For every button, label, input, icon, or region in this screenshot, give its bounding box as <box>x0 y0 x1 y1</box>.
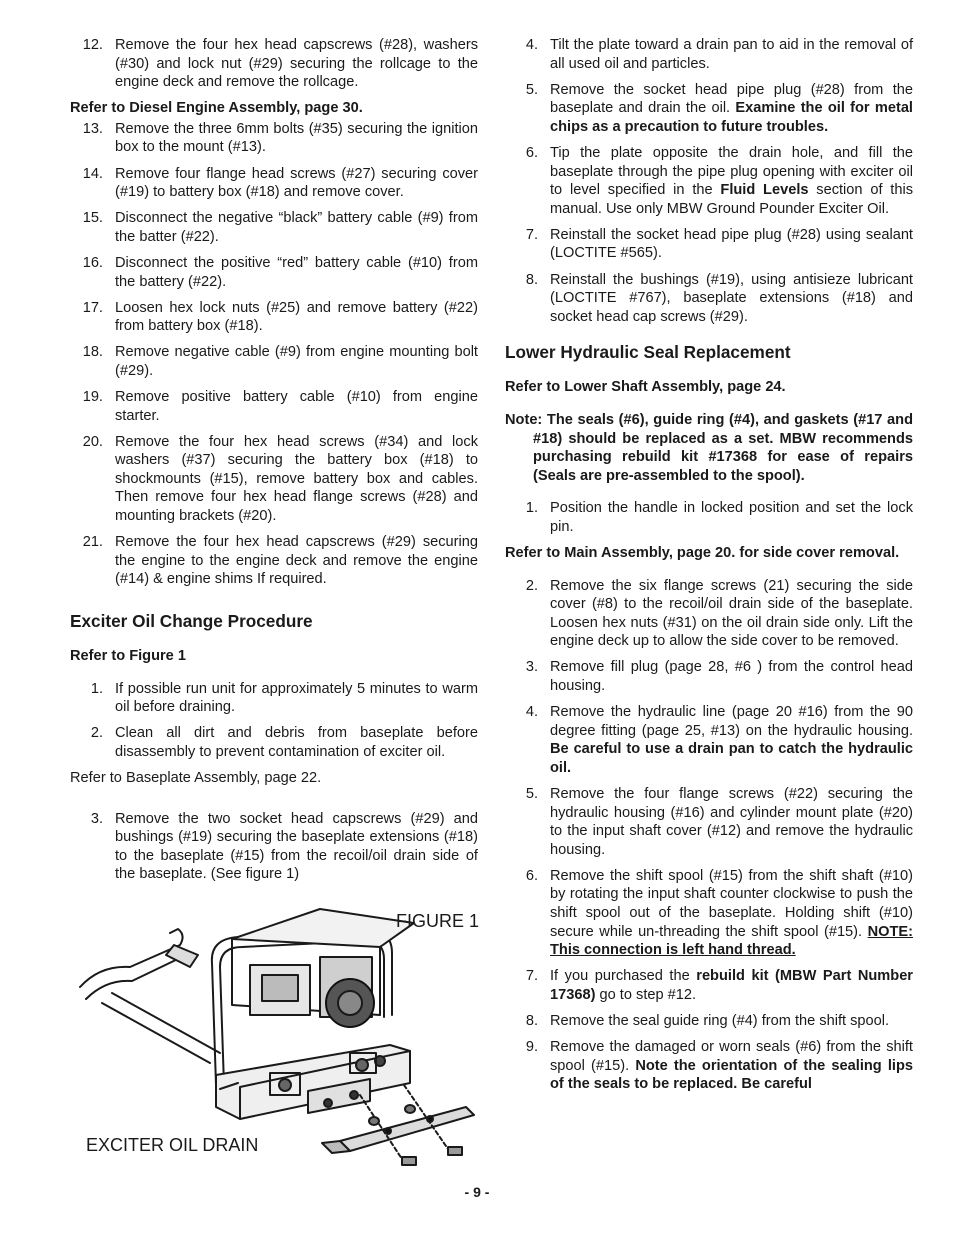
step-text <box>115 209 478 246</box>
step-number: 5. <box>525 786 538 802</box>
step-number: 8. <box>525 271 538 288</box>
step-text <box>550 1038 913 1094</box>
step-number: 18. <box>82 344 103 361</box>
page-number: - 9 - <box>464 1184 490 1200</box>
step-text-run: Clean all dirt and debris from baseplate before disassembly to prevent contamination of exciter oil. <box>115 725 478 760</box>
step-item <box>70 254 478 291</box>
step-number: 21. <box>82 534 103 551</box>
step-item <box>70 680 478 717</box>
step-number: 15. <box>82 210 103 227</box>
step-number: 4. <box>525 704 538 721</box>
step-number: 8. <box>525 1013 538 1030</box>
step-number: 12. <box>82 37 103 53</box>
step-text-run: go to step #12. <box>595 986 697 1003</box>
step-text <box>550 36 913 73</box>
steps-group-exciter-remove <box>70 810 478 884</box>
step-text-run: Remove the four hex head screws (#34) and lock washers (#37) securing the battery box (#18) to shockmounts (#15), remove battery box and cables. Then remove four hex head flange screws (#28) and mounting brackets (#20). <box>115 433 478 525</box>
steps-group-oil-drain <box>505 36 913 326</box>
steps-group-exciter-prep <box>70 680 478 762</box>
step-text <box>115 120 478 157</box>
step-number: 17. <box>82 299 103 316</box>
step-text <box>550 867 913 960</box>
step-number: 6. <box>525 144 538 161</box>
step-item <box>70 388 478 425</box>
step-item <box>505 703 913 777</box>
step-item <box>505 967 913 1004</box>
step-item <box>70 343 478 380</box>
step-text-run: Disconnect the positive “red” battery cable (#10) from the battery (#22). <box>115 254 478 290</box>
heading-lower-hydraulic-seal: Lower Hydraulic Seal Replacement <box>505 342 791 363</box>
step-item <box>70 165 478 202</box>
step-item <box>70 36 478 92</box>
step-item <box>70 533 478 589</box>
reference-baseplate-assembly: Refer to Baseplate Assembly, page 22. <box>70 769 322 786</box>
step-number: 5. <box>525 81 538 98</box>
step-text-run: Remove the shift spool (#15) from the shift shaft (#10) by rotating the input shaft counter clockwise to push the shift spool out of the baseplate. Holding shift (#10) secure while un-threading the shift spool (#15). <box>550 867 913 940</box>
step-text <box>115 388 478 425</box>
step-number: 7. <box>525 968 538 985</box>
step-text <box>550 703 913 777</box>
step-text <box>550 577 913 651</box>
step-number: 4. <box>525 37 538 53</box>
note-seal-kit: Note: The seals (#6), guide ring (#4), and gaskets (#17 and #18) should be replaced as a set. MBW recommends purchasing rebuild kit #17368 for ease of repairs (Seals are pre-assembled to the spool). <box>505 411 913 484</box>
step-text <box>115 810 478 884</box>
step-text-run: Reinstall the bushings (#19), using antisieze lubricant (LOCTITE #767), baseplate extensions (#18) and socket head cap screws (#29). <box>550 271 913 325</box>
step-item <box>70 299 478 336</box>
step-text-run: Remove the damaged or worn seals (#6) from the shift spool (#15). <box>550 1039 913 1074</box>
step-number: 2. <box>525 577 538 594</box>
step-text-run: If you purchased the <box>550 968 697 985</box>
step-text <box>550 271 913 327</box>
ground-pounder-illustration <box>70 895 482 1175</box>
steps-group-rollcage <box>70 36 478 92</box>
step-text-run: section of this manual. Use only MBW Ground Pounder Exciter Oil. <box>550 182 914 217</box>
step-text <box>115 433 478 526</box>
step-text-run: Remove the four flange screws (#22) securing the hydraulic housing (#16) and cylinder mount plate (#20) to the input shaft cover (#12) and remove the hydraulic housing. <box>550 786 913 858</box>
figure-title: FIGURE 1 <box>396 911 480 931</box>
step-item <box>505 499 913 536</box>
step-text <box>550 499 913 536</box>
step-text-run: Remove negative cable (#9) from engine mounting bolt (#29). <box>115 344 478 379</box>
step-item <box>70 724 478 761</box>
step-text-run: Remove the seal guide ring (#4) from the shift spool. <box>550 1013 890 1030</box>
step-emphasis: rebuild kit (MBW Part Number 17368) <box>550 968 913 1003</box>
step-text <box>550 785 913 859</box>
step-text-run: Remove positive battery cable (#10) from engine starter. <box>115 389 478 424</box>
step-item <box>505 577 913 651</box>
step-item <box>505 785 913 859</box>
step-number: 2. <box>90 725 103 742</box>
figure-caption: EXCITER OIL DRAIN <box>86 1135 259 1155</box>
step-item <box>70 810 478 884</box>
left-column <box>70 36 478 891</box>
figure-1 <box>70 895 482 1175</box>
step-emphasis: Note the orientation of the sealing lips of the seals to be replaced. Be careful <box>550 1057 914 1093</box>
step-text-run: Remove the socket head pipe plug (#28) from the baseplate and drain the oil. <box>550 81 913 117</box>
reference-lower-shaft: Refer to Lower Shaft Assembly, page 24. <box>505 379 786 396</box>
step-text-run: If possible run unit for approximately 5 minutes to warm oil before draining. <box>115 680 478 716</box>
step-number: 1. <box>525 500 538 517</box>
step-text-run: Tilt the plate toward a drain pan to aid in the removal of all used oil and particles. <box>550 37 913 72</box>
step-text <box>115 299 478 336</box>
step-emphasis: Be careful to use a drain pan to catch the hydraulic oil. <box>550 741 913 776</box>
reference-figure-1: Refer to Figure 1 <box>70 647 186 664</box>
step-text <box>550 144 913 218</box>
step-number: 9. <box>525 1039 538 1056</box>
step-item <box>505 36 913 73</box>
step-number: 7. <box>525 226 538 243</box>
step-number: 16. <box>82 254 103 271</box>
steps-group-lock-handle <box>505 499 913 536</box>
step-number: 13. <box>82 120 103 137</box>
step-text <box>115 724 478 761</box>
step-text <box>550 1012 913 1031</box>
step-emphasis: Examine the oil for metal chips as a precaution to future troubles. <box>550 100 913 135</box>
step-text <box>115 533 478 589</box>
heading-exciter-oil-change: Exciter Oil Change Procedure <box>70 610 313 631</box>
reference-diesel-engine: Refer to Diesel Engine Assembly, page 30. <box>70 100 363 117</box>
step-item <box>70 120 478 157</box>
step-text <box>550 967 913 1004</box>
step-text-run: Disconnect the negative “black” battery cable (#9) from the batter (#22). <box>115 210 478 245</box>
step-text <box>115 165 478 202</box>
step-item <box>505 658 913 695</box>
step-number: 1. <box>90 680 103 697</box>
step-number: 19. <box>82 389 103 405</box>
step-item <box>505 226 913 263</box>
step-item <box>505 1038 913 1094</box>
step-text-run: Remove the four hex head capscrews (#28), washers (#30) and lock nut (#29) securing the rollcage to the engine deck and remove the rollcage. <box>115 37 478 91</box>
step-item <box>505 271 913 327</box>
step-text-run: Position the handle in locked position and set the lock pin. <box>550 500 913 535</box>
step-text-run: Loosen hex lock nuts (#25) and remove battery (#22) from battery box (#18). <box>115 299 478 335</box>
step-item <box>70 433 478 526</box>
step-text <box>550 81 913 137</box>
step-text-run: Remove the three 6mm bolts (#35) securing the ignition box to the mount (#13). <box>115 120 478 156</box>
step-item <box>505 81 913 137</box>
step-text <box>115 36 478 92</box>
step-text <box>550 658 913 695</box>
step-text-run: Tip the plate opposite the drain hole, and fill the baseplate through the pipe plug opening with exciter oil to level specified in the <box>550 144 913 199</box>
reference-main-assembly: Refer to Main Assembly, page 20. for side cover removal. <box>505 544 900 561</box>
step-text <box>115 254 478 291</box>
step-item <box>505 144 913 218</box>
steps-group-engine-removal <box>70 120 478 589</box>
step-text <box>115 343 478 380</box>
step-text-run: Remove four flange head screws (#27) securing cover (#19) to battery box (#18) and remove cover. <box>115 165 478 201</box>
step-text-run: Reinstall the socket head pipe plug (#28) using sealant (LOCTITE #565). <box>550 226 913 262</box>
step-number: 14. <box>82 165 103 182</box>
step-emphasis: Fluid Levels <box>720 182 809 199</box>
step-item <box>70 209 478 246</box>
step-text-run: Remove the six flange screws (21) securing the side cover (#8) to the recoil/oil drain side of the baseplate. Loosen hex nuts (#31) on the oil drain side only. Lift the engine deck up to allow the side cover to be removed. <box>550 577 913 650</box>
step-text-run: Remove the hydraulic line (page 20 #16) from the 90 degree fitting (page 25, #13) on the hydraulic housing. <box>550 704 913 739</box>
step-text-run: Remove fill plug (page 28, #6 ) from the control head housing. <box>550 659 913 695</box>
steps-group-seal-replacement <box>505 577 913 1094</box>
step-text <box>550 226 913 263</box>
step-item <box>505 1012 913 1031</box>
step-text <box>115 680 478 717</box>
step-text-run: Remove the two socket head capscrews (#29) and bushings (#19) securing the baseplate extensions (#18) to the baseplate (#15) from the recoil/oil drain side of the baseplate. (See figure 1) <box>115 810 478 883</box>
step-emphasis: NOTE: This connection is left hand thread. <box>550 923 913 959</box>
step-number: 3. <box>90 810 103 827</box>
step-number: 3. <box>525 659 538 676</box>
right-column <box>505 36 913 1101</box>
step-number: 20. <box>82 433 103 450</box>
step-number: 6. <box>525 867 538 884</box>
step-text-run: Remove the four hex head capscrews (#29) securing the engine to the engine deck and remove the engine (#14) & engine shims If required. <box>115 534 478 588</box>
step-item <box>505 867 913 960</box>
